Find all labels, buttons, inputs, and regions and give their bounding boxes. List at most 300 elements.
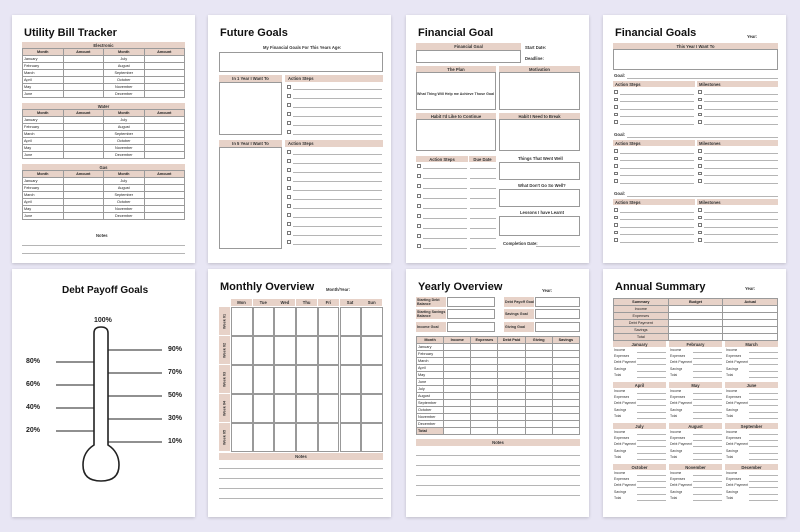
checkbox[interactable] (614, 98, 618, 102)
value-line (693, 393, 722, 394)
amount-cell[interactable] (63, 192, 104, 199)
value-cell[interactable] (444, 400, 471, 407)
action-line (423, 228, 467, 229)
value-line (693, 418, 722, 419)
checkbox[interactable] (698, 172, 702, 176)
checkbox[interactable] (287, 186, 291, 190)
amount-cell[interactable] (144, 70, 185, 77)
value-cell[interactable] (471, 351, 498, 358)
checkbox[interactable] (287, 195, 291, 199)
day-cell[interactable] (340, 336, 362, 365)
day-cell[interactable] (340, 423, 362, 452)
value-cell[interactable] (552, 344, 579, 351)
value-line (749, 494, 778, 495)
amount-cell[interactable] (144, 192, 185, 199)
day-cell[interactable] (253, 307, 275, 336)
value-cell[interactable] (444, 428, 471, 435)
value-cell[interactable] (444, 344, 471, 351)
amount-cell[interactable] (63, 206, 104, 213)
value-cell[interactable] (525, 358, 552, 365)
amount-cell[interactable] (63, 77, 104, 84)
due-date-line (470, 198, 496, 199)
day-cell[interactable] (253, 365, 275, 394)
amount-cell[interactable] (63, 185, 104, 192)
value-cell[interactable] (552, 351, 579, 358)
value-cell[interactable] (471, 386, 498, 393)
row-label: Debt Payment (726, 442, 749, 447)
checkbox[interactable] (614, 120, 618, 124)
value-cell[interactable] (471, 414, 498, 421)
action-steps-header: Action Steps (613, 140, 695, 146)
checkbox[interactable] (614, 113, 618, 117)
amount-cell[interactable] (144, 117, 185, 124)
value-cell[interactable] (525, 344, 552, 351)
the-plan-box[interactable] (416, 72, 496, 110)
day-cell[interactable] (318, 423, 340, 452)
due-date-line (470, 168, 496, 169)
amount-cell[interactable] (63, 178, 104, 185)
value-cell[interactable] (444, 379, 471, 386)
action-line (293, 217, 382, 218)
day-header: Thu (296, 299, 317, 306)
row-label: Debt Payment (670, 483, 693, 488)
day-cell[interactable] (231, 423, 253, 452)
row-label: Expenses (726, 354, 742, 359)
goal-value-right[interactable] (535, 309, 580, 319)
amount-cell[interactable] (63, 131, 104, 138)
day-cell[interactable] (318, 365, 340, 394)
value-cell[interactable] (552, 393, 579, 400)
value-cell[interactable] (525, 351, 552, 358)
row-label: Debt Payment (614, 360, 637, 365)
row-label: Income (614, 389, 626, 393)
row-label: Savings (726, 489, 739, 494)
value-line (693, 487, 722, 488)
value-cell[interactable] (552, 379, 579, 386)
value-cell[interactable] (552, 407, 579, 414)
checkbox[interactable] (417, 164, 421, 168)
checkbox[interactable] (698, 179, 702, 183)
amount-cell[interactable] (144, 178, 185, 185)
amount-cell[interactable] (63, 152, 104, 159)
month-cell: November (104, 145, 145, 152)
day-cell[interactable] (296, 307, 318, 336)
value-cell[interactable] (498, 393, 525, 400)
checkbox[interactable] (698, 238, 702, 242)
value-cell[interactable] (668, 320, 723, 327)
value-line (693, 412, 722, 413)
checkbox[interactable] (614, 238, 618, 242)
not-well-box[interactable] (499, 189, 580, 207)
note-line (219, 498, 383, 499)
value-cell[interactable] (498, 386, 525, 393)
row-label: Savings (670, 489, 683, 494)
row-label: Debt Payment (614, 401, 637, 406)
table-row (23, 70, 185, 77)
this-year-box[interactable] (613, 49, 778, 70)
value-line (693, 352, 722, 353)
goal-value-left[interactable] (447, 297, 495, 307)
row-label: Total (726, 495, 734, 500)
value-cell[interactable] (498, 358, 525, 365)
action-line (620, 175, 694, 176)
value-cell[interactable] (444, 421, 471, 428)
checkbox[interactable] (287, 121, 291, 125)
day-cell[interactable] (340, 365, 362, 394)
checkbox[interactable] (698, 223, 702, 227)
value-cell[interactable] (498, 365, 525, 372)
column-header: Budget (668, 299, 723, 306)
table-row (23, 63, 185, 70)
value-cell[interactable] (525, 421, 552, 428)
checkbox[interactable] (614, 172, 618, 176)
value-cell[interactable] (525, 414, 552, 421)
bill-table (22, 48, 185, 98)
day-cell[interactable] (318, 336, 340, 365)
value-cell[interactable] (498, 414, 525, 421)
checkbox[interactable] (698, 90, 702, 94)
amount-cell[interactable] (63, 91, 104, 98)
value-cell[interactable] (668, 306, 723, 313)
checkbox[interactable] (614, 149, 618, 153)
due-date-header: Due Date (469, 156, 496, 162)
checkbox[interactable] (287, 130, 291, 134)
value-cell[interactable] (723, 313, 778, 320)
day-cell[interactable] (253, 336, 275, 365)
motivation-box[interactable] (499, 72, 580, 110)
amount-cell[interactable] (63, 63, 104, 70)
row-label: Savings (726, 407, 739, 412)
amount-cell[interactable] (63, 213, 104, 220)
value-cell[interactable] (723, 334, 778, 341)
day-cell[interactable] (231, 336, 253, 365)
amount-cell[interactable] (144, 63, 185, 70)
checkbox[interactable] (698, 113, 702, 117)
day-cell[interactable] (340, 307, 362, 336)
checkbox[interactable] (417, 244, 421, 248)
value-line (693, 399, 722, 400)
value-line (693, 494, 722, 495)
bill-table (22, 109, 185, 159)
day-cell[interactable] (231, 307, 253, 336)
checkbox[interactable] (287, 177, 291, 181)
column-header: Expenses (471, 337, 498, 344)
value-cell[interactable] (498, 407, 525, 414)
summary-label: Income (614, 306, 669, 313)
action-line (620, 227, 694, 228)
value-line (693, 446, 722, 447)
deadline-label: Deadline: (525, 56, 544, 61)
value-cell[interactable] (723, 306, 778, 313)
day-cell[interactable] (253, 394, 275, 423)
value-cell[interactable] (668, 313, 723, 320)
value-cell[interactable] (471, 428, 498, 435)
month-cell: September (104, 192, 145, 199)
value-cell[interactable] (471, 344, 498, 351)
day-cell[interactable] (318, 394, 340, 423)
checkbox[interactable] (417, 184, 421, 188)
amount-cell[interactable] (144, 206, 185, 213)
value-cell[interactable] (525, 428, 552, 435)
value-cell[interactable] (552, 414, 579, 421)
month-cell: December (104, 91, 145, 98)
habit-break-box[interactable] (499, 119, 580, 151)
checkbox[interactable] (614, 90, 618, 94)
row-label: Savings (670, 448, 683, 453)
day-cell[interactable] (296, 423, 318, 452)
day-cell[interactable] (274, 365, 296, 394)
checkbox[interactable] (614, 208, 618, 212)
value-cell[interactable] (498, 351, 525, 358)
checkbox[interactable] (287, 231, 291, 235)
value-cell[interactable] (498, 421, 525, 428)
checkbox[interactable] (287, 85, 291, 89)
week-label: Week 03 (219, 365, 230, 393)
checkbox[interactable] (287, 222, 291, 226)
milestone-line (704, 101, 778, 102)
value-cell[interactable] (471, 379, 498, 386)
day-cell[interactable] (340, 394, 362, 423)
value-cell[interactable] (552, 358, 579, 365)
amount-cell[interactable] (144, 56, 185, 63)
one-year-box[interactable] (219, 82, 282, 135)
day-cell[interactable] (274, 423, 296, 452)
value-cell[interactable] (525, 379, 552, 386)
value-line (693, 453, 722, 454)
value-line (637, 459, 666, 460)
checkbox[interactable] (417, 204, 421, 208)
day-cell[interactable] (296, 365, 318, 394)
amount-cell[interactable] (144, 213, 185, 220)
amount-cell[interactable] (144, 77, 185, 84)
value-cell[interactable] (471, 421, 498, 428)
checkbox[interactable] (698, 98, 702, 102)
amount-cell[interactable] (144, 185, 185, 192)
value-cell[interactable] (444, 372, 471, 379)
amount-cell[interactable] (144, 124, 185, 131)
value-cell[interactable] (498, 379, 525, 386)
checkbox[interactable] (287, 240, 291, 244)
checkbox[interactable] (614, 179, 618, 183)
row-label: Income (670, 430, 682, 434)
goal-value-right[interactable] (535, 297, 580, 307)
value-cell[interactable] (552, 365, 579, 372)
goal-value-left[interactable] (447, 322, 495, 332)
amount-cell[interactable] (63, 70, 104, 77)
value-cell[interactable] (552, 372, 579, 379)
habit-break-header: Habit I Need to Break (499, 113, 580, 119)
amount-cell[interactable] (144, 152, 185, 159)
value-cell[interactable] (525, 400, 552, 407)
day-cell[interactable] (274, 336, 296, 365)
row-label: Savings (726, 448, 739, 453)
habit-continue-box[interactable] (416, 119, 496, 151)
checkbox[interactable] (287, 94, 291, 98)
column-header: Savings (552, 337, 579, 344)
checkbox[interactable] (417, 194, 421, 198)
goals-box[interactable] (219, 52, 383, 72)
amount-cell[interactable] (144, 84, 185, 91)
checkbox[interactable] (698, 157, 702, 161)
section-header: Gas (22, 164, 185, 170)
day-cell[interactable] (274, 307, 296, 336)
value-line (637, 412, 666, 413)
day-cell[interactable] (296, 394, 318, 423)
value-cell[interactable] (444, 358, 471, 365)
day-cell[interactable] (231, 394, 253, 423)
amount-cell[interactable] (63, 138, 104, 145)
checkbox[interactable] (287, 168, 291, 172)
value-cell[interactable] (525, 365, 552, 372)
month-cell: May (23, 145, 64, 152)
section-header: Electronic (22, 42, 185, 48)
value-cell[interactable] (471, 358, 498, 365)
day-cell[interactable] (361, 336, 383, 365)
day-cell[interactable] (361, 365, 383, 394)
amount-cell[interactable] (144, 91, 185, 98)
amount-cell[interactable] (63, 124, 104, 131)
month-cell: September (417, 400, 444, 407)
value-cell[interactable] (471, 372, 498, 379)
checkbox[interactable] (698, 216, 702, 220)
value-cell[interactable] (498, 372, 525, 379)
value-cell[interactable] (498, 400, 525, 407)
percent-right: 10% (168, 438, 183, 445)
value-cell[interactable] (444, 414, 471, 421)
action-line (620, 219, 694, 220)
checkbox[interactable] (287, 150, 291, 154)
value-cell[interactable] (723, 320, 778, 327)
value-cell[interactable] (525, 407, 552, 414)
amount-cell[interactable] (63, 199, 104, 206)
amount-cell[interactable] (63, 145, 104, 152)
month-cell: December (104, 152, 145, 159)
value-cell[interactable] (552, 400, 579, 407)
row-label: Income (614, 348, 626, 352)
value-cell[interactable] (444, 393, 471, 400)
day-cell[interactable] (274, 394, 296, 423)
row-label: Expenses (670, 436, 686, 441)
checkbox[interactable] (417, 224, 421, 228)
five-year-box[interactable] (219, 147, 282, 249)
financial-goal-box[interactable] (416, 50, 521, 63)
table-row (417, 393, 580, 400)
day-cell[interactable] (231, 365, 253, 394)
lessons-box[interactable] (499, 216, 580, 236)
row-label: Income (726, 389, 738, 393)
action-line (293, 134, 382, 135)
checkbox[interactable] (417, 214, 421, 218)
day-cell[interactable] (318, 307, 340, 336)
checkbox[interactable] (417, 234, 421, 238)
day-cell[interactable] (361, 394, 383, 423)
day-cell[interactable] (361, 307, 383, 336)
checkbox[interactable] (287, 204, 291, 208)
value-cell[interactable] (552, 421, 579, 428)
value-cell[interactable] (552, 428, 579, 435)
row-label: Expenses (614, 395, 630, 400)
month-header: May (669, 382, 722, 388)
amount-cell[interactable] (63, 56, 104, 63)
value-cell[interactable] (552, 386, 579, 393)
checkbox[interactable] (698, 231, 702, 235)
action-line (293, 163, 382, 164)
week-label: Week 05 (219, 423, 230, 451)
day-cell[interactable] (253, 423, 275, 452)
checkbox[interactable] (287, 103, 291, 107)
value-cell[interactable] (525, 372, 552, 379)
percent-left: 60% (26, 381, 41, 388)
went-well-box[interactable] (499, 162, 580, 180)
action-steps-header: Action Steps (285, 75, 383, 82)
checkbox[interactable] (287, 112, 291, 116)
checkbox[interactable] (698, 105, 702, 109)
checkbox[interactable] (698, 149, 702, 153)
amount-cell[interactable] (63, 117, 104, 124)
value-line (693, 500, 722, 501)
value-cell[interactable] (471, 393, 498, 400)
checkbox[interactable] (698, 208, 702, 212)
amount-cell[interactable] (63, 84, 104, 91)
checkbox[interactable] (614, 105, 618, 109)
checkbox[interactable] (287, 159, 291, 163)
value-cell[interactable] (498, 428, 525, 435)
checkbox[interactable] (614, 223, 618, 227)
day-cell[interactable] (361, 423, 383, 452)
amount-cell[interactable] (144, 199, 185, 206)
percent-left: 40% (26, 404, 41, 411)
value-cell[interactable] (444, 365, 471, 372)
amount-cell[interactable] (144, 138, 185, 145)
day-cell[interactable] (296, 336, 318, 365)
checkbox[interactable] (614, 216, 618, 220)
table-row (417, 344, 580, 351)
row-label: Income (726, 471, 738, 475)
value-cell[interactable] (525, 386, 552, 393)
checkbox[interactable] (287, 213, 291, 217)
goal-value-left[interactable] (447, 309, 495, 319)
checkbox[interactable] (614, 164, 618, 168)
column-header: Month (23, 171, 64, 178)
value-cell[interactable] (498, 344, 525, 351)
value-cell[interactable] (471, 365, 498, 372)
action-steps-header: Action Steps (613, 199, 695, 205)
value-cell[interactable] (525, 393, 552, 400)
value-cell[interactable] (444, 407, 471, 414)
checkbox[interactable] (698, 120, 702, 124)
value-cell[interactable] (668, 327, 723, 334)
value-cell[interactable] (471, 400, 498, 407)
table-row (23, 117, 185, 124)
checkbox[interactable] (614, 157, 618, 161)
note-line (219, 488, 383, 489)
value-cell[interactable] (668, 334, 723, 341)
value-cell[interactable] (723, 327, 778, 334)
percent-right: 30% (168, 415, 183, 422)
action-line (423, 238, 467, 239)
checkbox[interactable] (417, 174, 421, 178)
value-cell[interactable] (444, 386, 471, 393)
row-label: Expenses (670, 354, 686, 359)
value-cell[interactable] (444, 351, 471, 358)
goal-value-right[interactable] (535, 322, 580, 332)
value-cell[interactable] (471, 407, 498, 414)
amount-cell[interactable] (144, 131, 185, 138)
checkbox[interactable] (698, 164, 702, 168)
amount-cell[interactable] (144, 145, 185, 152)
checkbox[interactable] (614, 231, 618, 235)
milestone-line (704, 175, 778, 176)
